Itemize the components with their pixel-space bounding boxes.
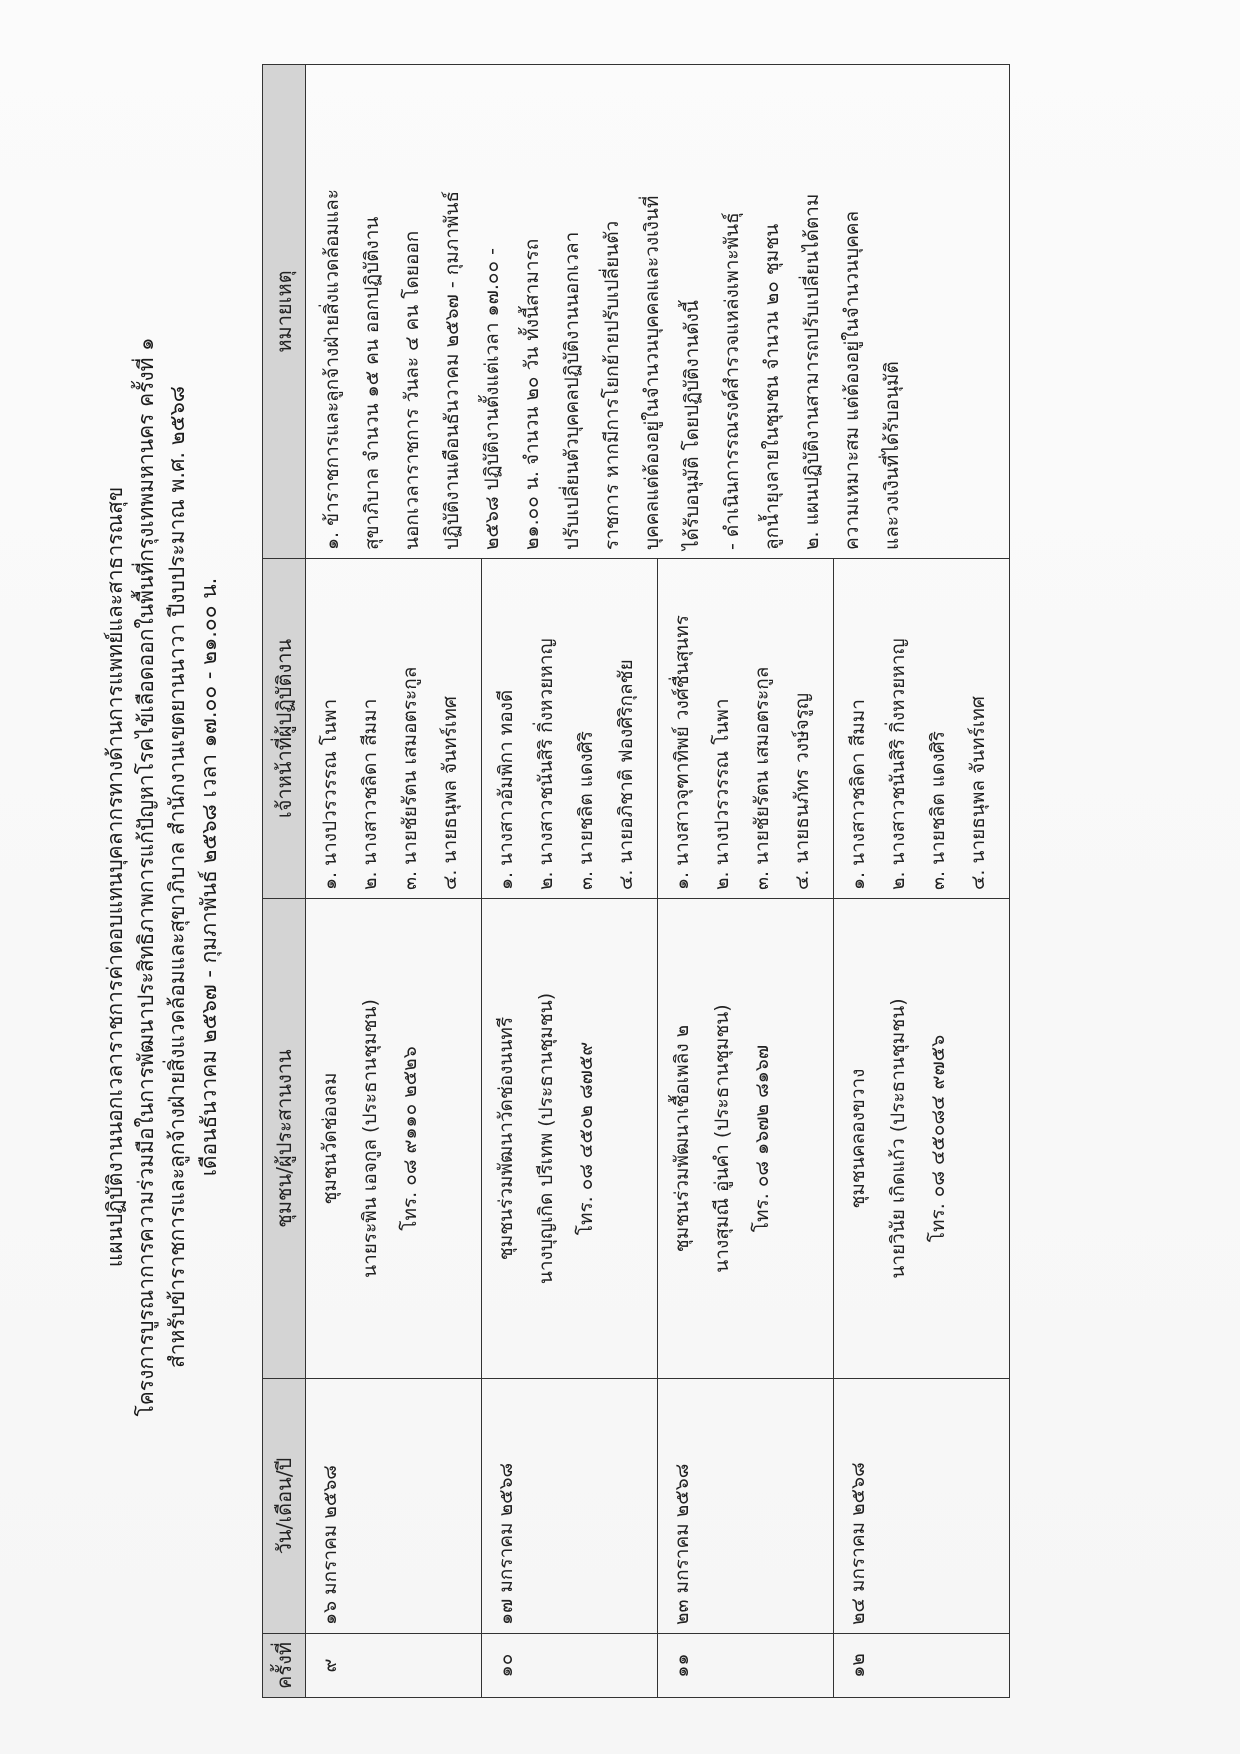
round-number: ๙ — [306, 1634, 482, 1698]
round-number: ๑๐ — [482, 1634, 658, 1698]
remark-line: และวงเงินที่ได้รับอนุมัติ — [881, 361, 903, 550]
coordinator: นายระพิน เอจกูล (ประธานชุมชน) — [359, 999, 381, 1278]
community-cell — [482, 899, 658, 1379]
remark-line: ความเหมาะสม แต่ต้องอยู่ในจำนวนบุคคล — [841, 210, 863, 550]
staff-member: ๒. นางสาวชนันสิริ กิ่งหวยหาญ — [887, 638, 909, 890]
community-cell — [306, 899, 482, 1379]
staff-member: ๒. นางสาวชนันสิริ กิ่งหวยหาญ — [535, 638, 557, 890]
staff-cell — [482, 559, 658, 899]
remark-line: ได้รับอนุมัติ โดยปฏิบัติงานดังนี้ — [681, 300, 703, 550]
remark-line: นอกเวลาราชการ วันละ ๔ คน โดยออก — [401, 230, 423, 550]
coordinator: นายวินัย เกิดแก้ว (ประธานชุมชน) — [887, 998, 909, 1279]
community-cell — [658, 899, 834, 1379]
staff-cell — [834, 559, 1010, 899]
remark-line: ปรับเปลี่ยนตัวบุคคลปฏิบัติงานนอกเวลา — [561, 231, 583, 550]
community-cell — [834, 899, 1010, 1379]
community-name: ชุมชนวัดช่องลม — [319, 1072, 341, 1205]
remark-line: ๑. ข้าราชการและลูกจ้างฝ่ายสิ่งแวดล้อมและ — [321, 189, 343, 550]
staff-member: ๑. นางปวรวรรณ โนพา — [319, 698, 341, 890]
table-header-row — [263, 65, 306, 1698]
remark-line: ๒๑.๐๐ น. จำนวน ๒๐ วัน ทั้งนี้สามารถ — [521, 238, 543, 550]
coordinator: นางบุญเกิด ปรีเทพ (ประธานชุมชน) — [535, 992, 557, 1285]
round-number: ๑๒ — [834, 1634, 1010, 1698]
date-cell: ๑๖ มกราคม ๒๕๖๘ — [306, 1379, 482, 1634]
staff-member: ๒. นางปวรวรรณ โนพา — [711, 698, 733, 890]
staff-member: ๔. นายธนุพล จันทร์เทศ — [439, 696, 461, 890]
work-plan-table — [262, 64, 1010, 1698]
staff-member: ๓. นายชัยรัตน เสมอตระกูล — [751, 666, 773, 890]
remark-line: ปฏิบัติงานเดือนธันวาคม ๒๕๖๗ - กุมภาพันธ์ — [441, 190, 463, 550]
table-row — [306, 65, 482, 1698]
community-name: ชุมชนคลองขวาง — [847, 1068, 869, 1209]
staff-member: ๒. นางสาวชลิดา สีมมา — [359, 698, 381, 890]
remark-line: ลูกน้ำยุงลายในชุมชน จำนวน ๒๐ ชุมชน — [761, 223, 783, 550]
date-cell: ๑๗ มกราคม ๒๕๖๘ — [482, 1379, 658, 1634]
staff-member: ๑. นางสาวอัมพิกา ทองดี — [495, 689, 517, 890]
phone: โทร. ๐๘ ๔๕๐๘๔ ๙๗๕๖ — [927, 1034, 949, 1243]
staff-cell — [658, 559, 834, 899]
staff-member: ๔. นายธนภัทร วงษ์จรูญ — [791, 692, 813, 890]
community-name: ชุมชนร่วมพัฒนาวัดช่องนนทรี — [495, 1016, 517, 1261]
remarks-cell — [306, 65, 1010, 559]
title-line-4: เดือนธันวาคม ๒๕๖๗ - กุมภาพันธ์ ๒๕๖๘ เวลา ๑๗.๐๐ - ๒๑.๐๐ น. — [197, 577, 221, 1177]
remark-line: บุคคลแต่ต้องอยู่ในจำนวนบุคคลและวงเงินที่ — [641, 195, 663, 550]
header-round: ครั้งที่ — [263, 1634, 306, 1698]
remark-line: ๒๕๖๘ ปฏิบัติงานตั้งแต่เวลา ๑๗.๐๐ - — [481, 247, 503, 550]
phone: โทร. ๐๘ ๑๖๗๒ ๘๑๖๗ — [751, 1044, 773, 1233]
phone: โทร. ๐๘ ๔๕๐๒ ๘๗๕๙ — [575, 1041, 597, 1236]
staff-cell — [306, 559, 482, 899]
community-name: ชุมชนร่วมพัฒนาเชื้อเพลิง ๒ — [671, 1024, 693, 1253]
staff-member: ๓. นายชัยรัตน เสมอตระกูล — [399, 666, 421, 890]
staff-member: ๔. นายธนุพล จันทร์เทศ — [967, 696, 989, 890]
remark-line: - ดำเนินการรณรงค์สำรวจแหล่งเพาะพันธุ์ — [721, 212, 743, 550]
staff-member: ๓. นายชลิต แดงศิริ — [927, 731, 949, 890]
title-line-1: แผนปฏิบัติงานนอกเวลาราชการค่าตอบแทนบุคลากรทางด้านการแพทย์และสาธารณสุข — [103, 486, 127, 1268]
staff-member: ๓. นายชลิต แดงศิริ — [575, 731, 597, 890]
header-staff: เจ้าหน้าที่ผู้ปฏิบัติงาน — [263, 559, 306, 899]
header-note: หมายเหตุ — [263, 65, 306, 559]
remark-line: ๒. แผนปฏิบัติงานสามารถปรับเปลี่ยนได้ตาม — [801, 193, 823, 550]
phone: โทร. ๐๘ ๙๑๑๐ ๒๕๒๖ — [399, 1046, 421, 1231]
coordinator: นางสุมณี อู่นคำ (ประธานชุมชน) — [711, 1004, 733, 1273]
staff-member: ๑. นางสาวชลิดา สีมมา — [847, 699, 869, 890]
staff-member: ๔. นายอภิชาติ ฟองศิริกุลชัย — [615, 659, 637, 890]
header-community: ชุมชน/ผู้ประสานงาน — [263, 899, 306, 1379]
header-date: วัน/เดือน/ปี — [263, 1379, 306, 1634]
round-number: ๑๑ — [658, 1634, 834, 1698]
date-cell: ๒๔ มกราคม ๒๕๖๘ — [834, 1379, 1010, 1634]
title-line-3: สำหรับข้าราชการและลูกจ้างฝ่ายสิ่งแวดล้อมและสุขาภิบาล สำนักงานเขตยานนาวา ปีงบประมาณ พ.ศ. ๒๕๖๘ — [165, 385, 189, 1369]
remark-line: ราชการ หากมีการโยกย้ายปรับเปลี่ยนตัว — [601, 220, 623, 550]
staff-member: ๑. นางสาวจุฑาทิพย์ วงศ์ชื่นสุนทร — [671, 614, 693, 890]
remark-line: สุขาภิบาล จำนวน ๑๕ คน ออกปฏิบัติงาน — [361, 216, 383, 550]
title-line-2: โครงการบูรณาการความร่วมมือในการพัฒนาประสิทธิภาพการแก้ปัญหาโรคไข้เลือดออกในพื้นที่กรุงเทพมหานคร ครั้งที่ ๑ — [134, 337, 158, 1417]
date-cell: ๒๓ มกราคม ๒๕๖๘ — [658, 1379, 834, 1634]
